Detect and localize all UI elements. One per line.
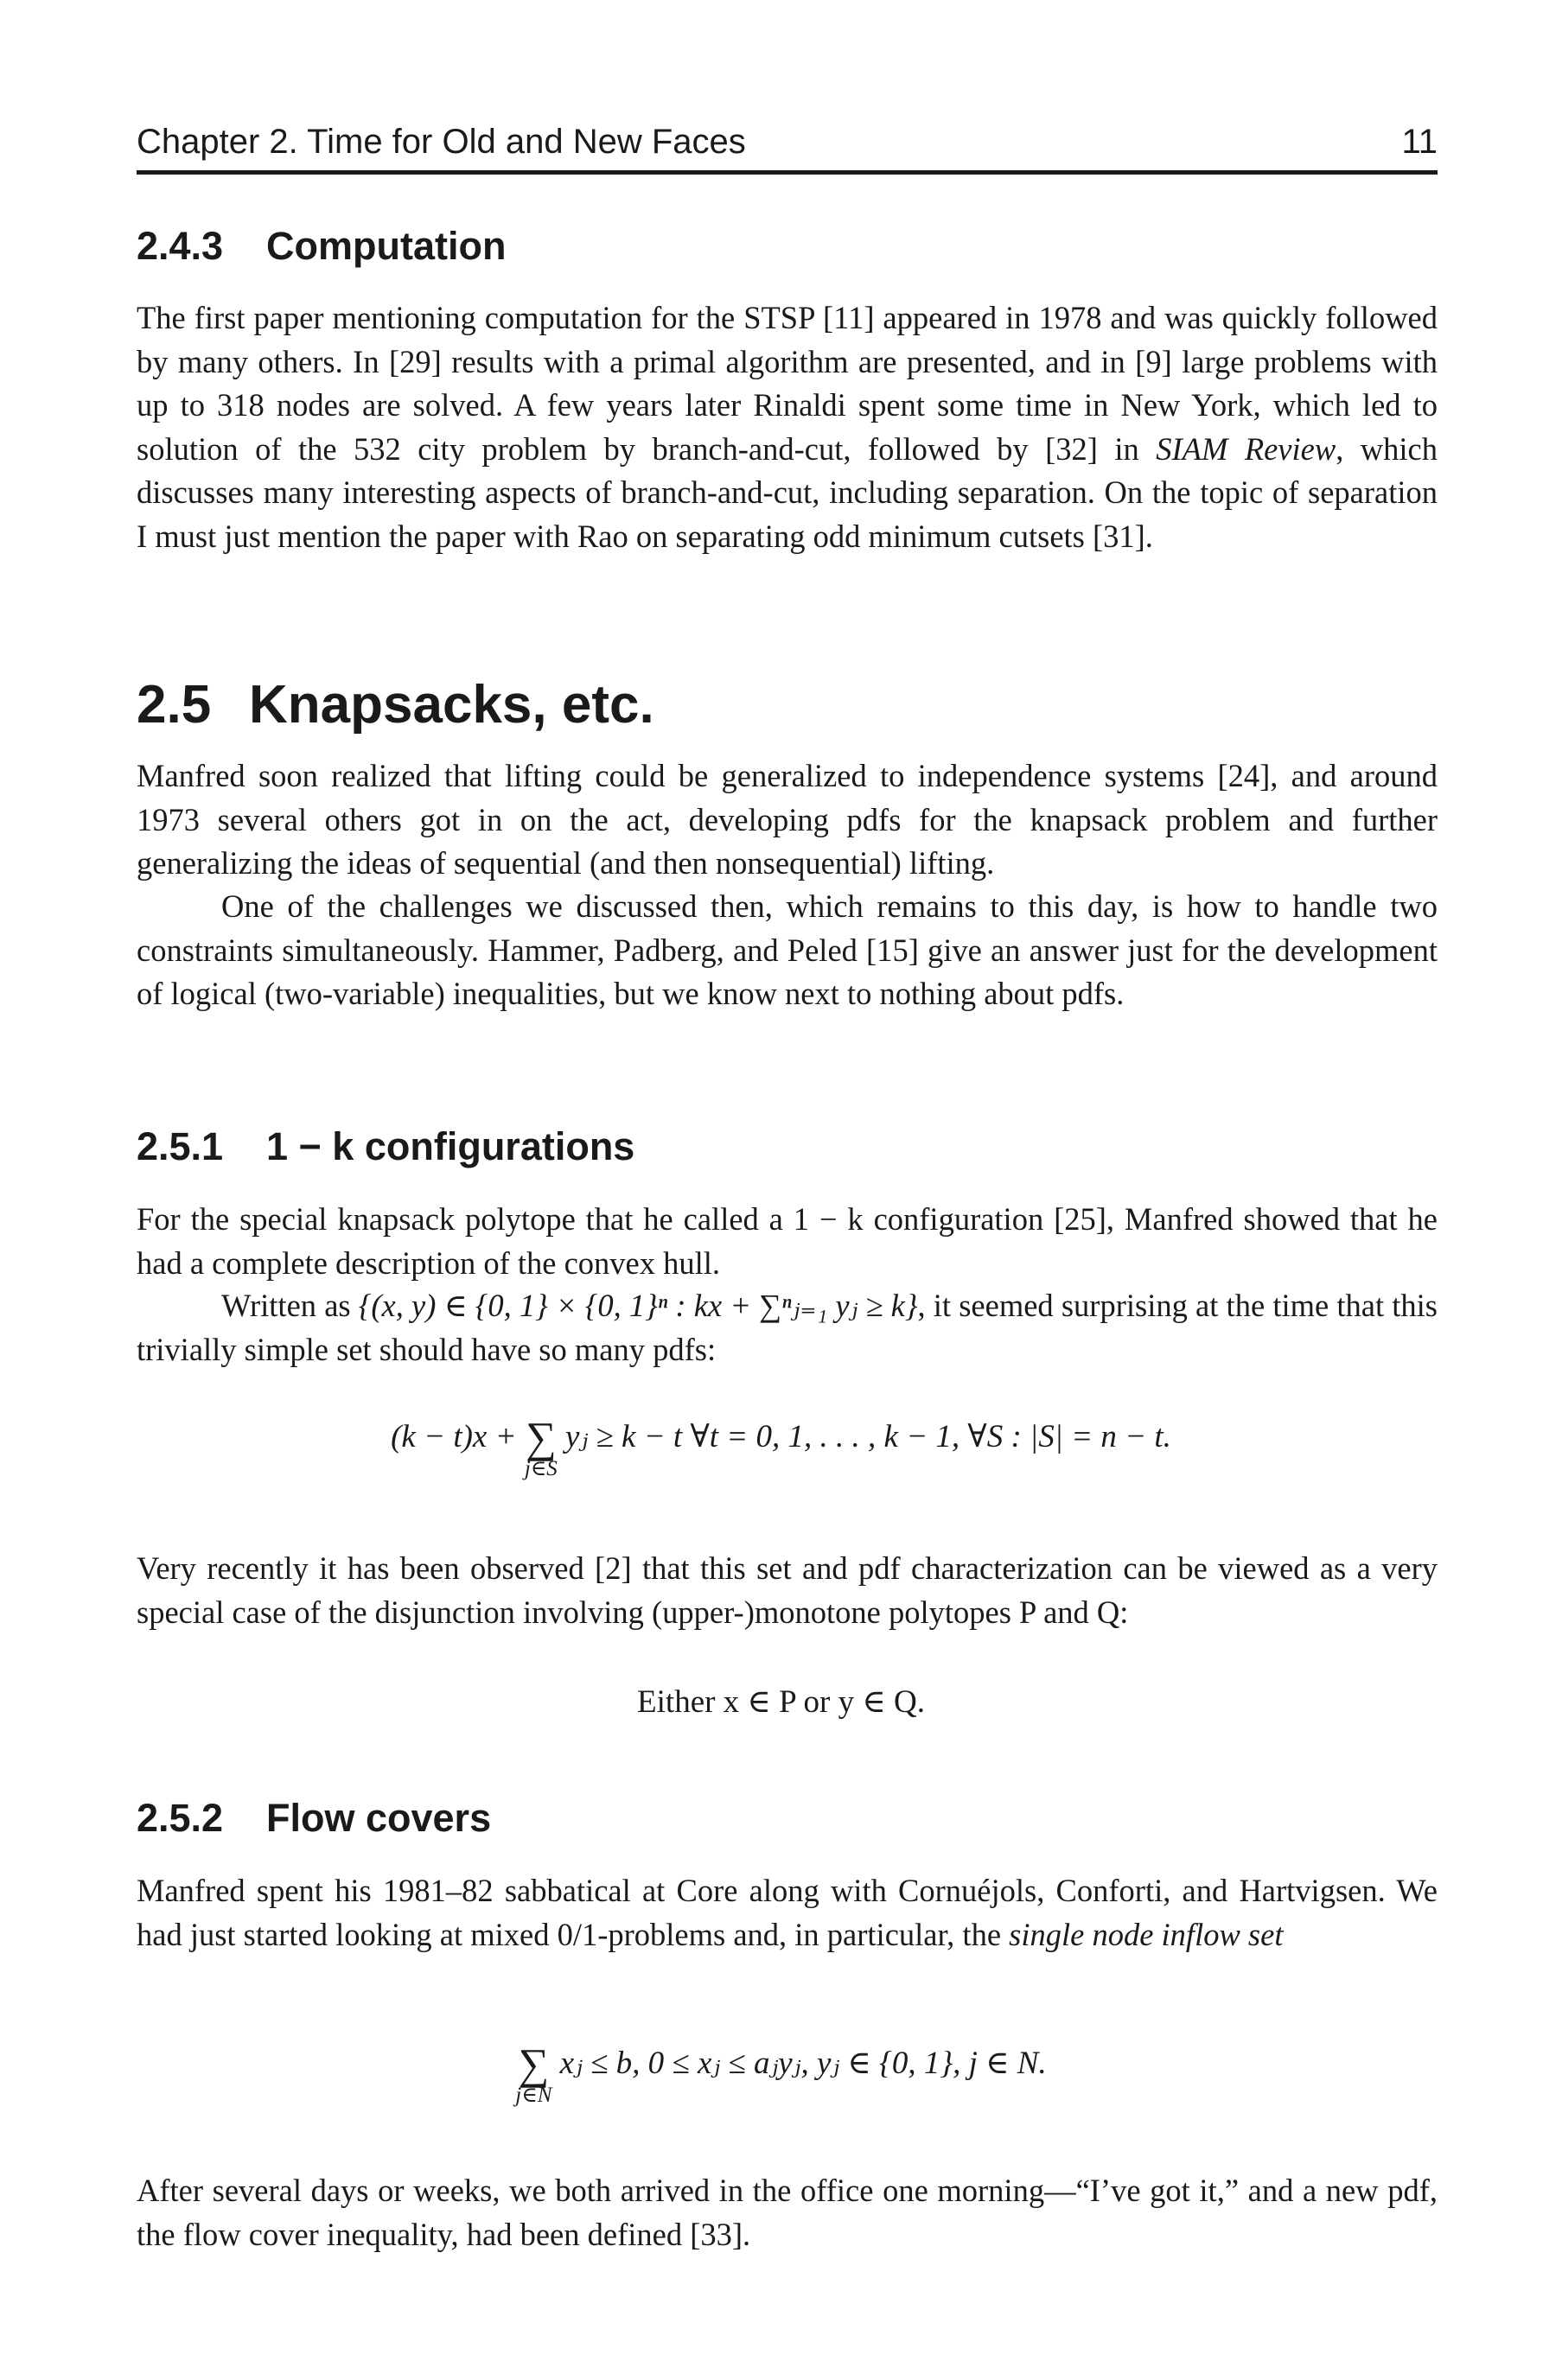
equation-inflow-set: [0, 2040, 1562, 2108]
equation-left: (k − t)x +: [391, 1419, 517, 1454]
section-number: 2.4.3: [137, 224, 224, 268]
paragraph-text: Manfred spent his 1981–82 sabbatical at Core along with Cornuéjols, Conforti, and Hartvigsen. We had just started looking at mixed 0/1-problems and, in particular, the single node inflow set: [137, 1873, 1438, 1952]
equation-body: xⱼ ≤ b, 0 ≤ xⱼ ≤ aⱼyⱼ, yⱼ ∈ {0, 1}, j ∈ N.: [559, 2046, 1047, 2081]
computation-paragraph: The first paper mentioning computation for the STSP [11] appeared in 1978 and was quickly followed by many others. In [29] results with a primal algorithm are presented, and in [9] large problems with up to 318 nodes are solved. A few years later Rinaldi spent some time in New York, which led to solution of the 532 city problem by branch-and-cut, followed by [32] in SIAM Review, which discusses many interesting aspects of branch-and-cut, including separation. On the topic of separation I must just mention the paper with Rao on separating odd minimum cutsets [31].: [137, 300, 1438, 554]
equation-pdfs: [0, 1413, 1562, 1481]
summation-symbol: ∑ j∈N: [515, 2040, 552, 2107]
equation-right: yⱼ ≥ k − t ∀t = 0, 1, . . . , k − 1, ∀S : |S| = n − t.: [565, 1419, 1171, 1454]
section-heading-2-4-3: [137, 223, 506, 270]
section-number: 2.5.1: [137, 1124, 224, 1168]
paragraph-suffix: , it seemed surprising at the time that this trivially simple set should have so many pdfs:: [137, 1288, 1438, 1367]
section-heading-2-5: [137, 674, 654, 736]
section-title: 1 − k configurations: [266, 1124, 635, 1168]
section-title: Knapsacks, etc.: [249, 675, 654, 735]
configurations-paragraph-1: For the special knapsack polytope that he called a 1 − k configuration [25], Manfred showed that he had a complete description of the convex hull.: [137, 1201, 1438, 1281]
section-title: Computation: [266, 224, 507, 268]
configurations-paragraph-2: [137, 1284, 1438, 1371]
header-rule: [137, 170, 1438, 175]
section-number: 2.5.2: [137, 1796, 224, 1840]
section-heading-2-5-2: [137, 1795, 491, 1842]
paragraph-prefix: Written as: [221, 1288, 351, 1323]
section-title: Flow covers: [266, 1796, 492, 1840]
section-number: 2.5: [137, 675, 212, 735]
knapsacks-paragraph-2: One of the challenges we discussed then, which remains to this day, is how to handle two constraints simultaneously. Hammer, Padberg, and Peled [15] give an answer just for the development of logical (two-variable) inequalities, but we know next to nothing about pdfs.: [137, 888, 1438, 1011]
summation-symbol: ∑ j∈S: [524, 1413, 558, 1480]
knapsacks-paragraph-1: Manfred soon realized that lifting could be generalized to independence systems [24], and around 1973 several others got in on the act, developing pdfs for the knapsack problem and further generalizing the ideas of sequential (and then nonsequential) lifting.: [137, 758, 1438, 881]
section-heading-2-5-1: [137, 1123, 634, 1170]
configurations-paragraph-3: Very recently it has been observed [2] that this set and pdf characterization can be viewed as a very special case of the disjunction involving (upper-)monotone polytopes P and Q:: [137, 1550, 1438, 1630]
inline-set-math: {(x, y) ∈ {0, 1} × {0, 1}ⁿ : kx + ∑ⁿⱼ₌₁ yⱼ ≥ k}: [358, 1288, 918, 1323]
chapter-title: Chapter 2. Time for Old and New Faces: [137, 123, 746, 161]
flow-covers-paragraph-2: After several days or weeks, we both arrived in the office one morning—“I’ve got it,” and a new pdf, the flow cover inequality, had been defined [33].: [137, 2173, 1438, 2252]
summation-subscript: j∈N: [515, 2084, 552, 2107]
equation-disjunction: [0, 1683, 1562, 1722]
page-number: 11: [1401, 123, 1438, 161]
disjunction-text: Either x ∈ P or y ∈ Q.: [637, 1684, 925, 1720]
running-head: [137, 121, 1438, 162]
journal-title: SIAM Review: [1156, 430, 1336, 467]
summation-subscript: j∈S: [524, 1457, 558, 1480]
flow-covers-paragraph-1: [137, 1869, 1438, 1957]
inflow-set-term: single node inflow set: [1009, 1916, 1284, 1952]
